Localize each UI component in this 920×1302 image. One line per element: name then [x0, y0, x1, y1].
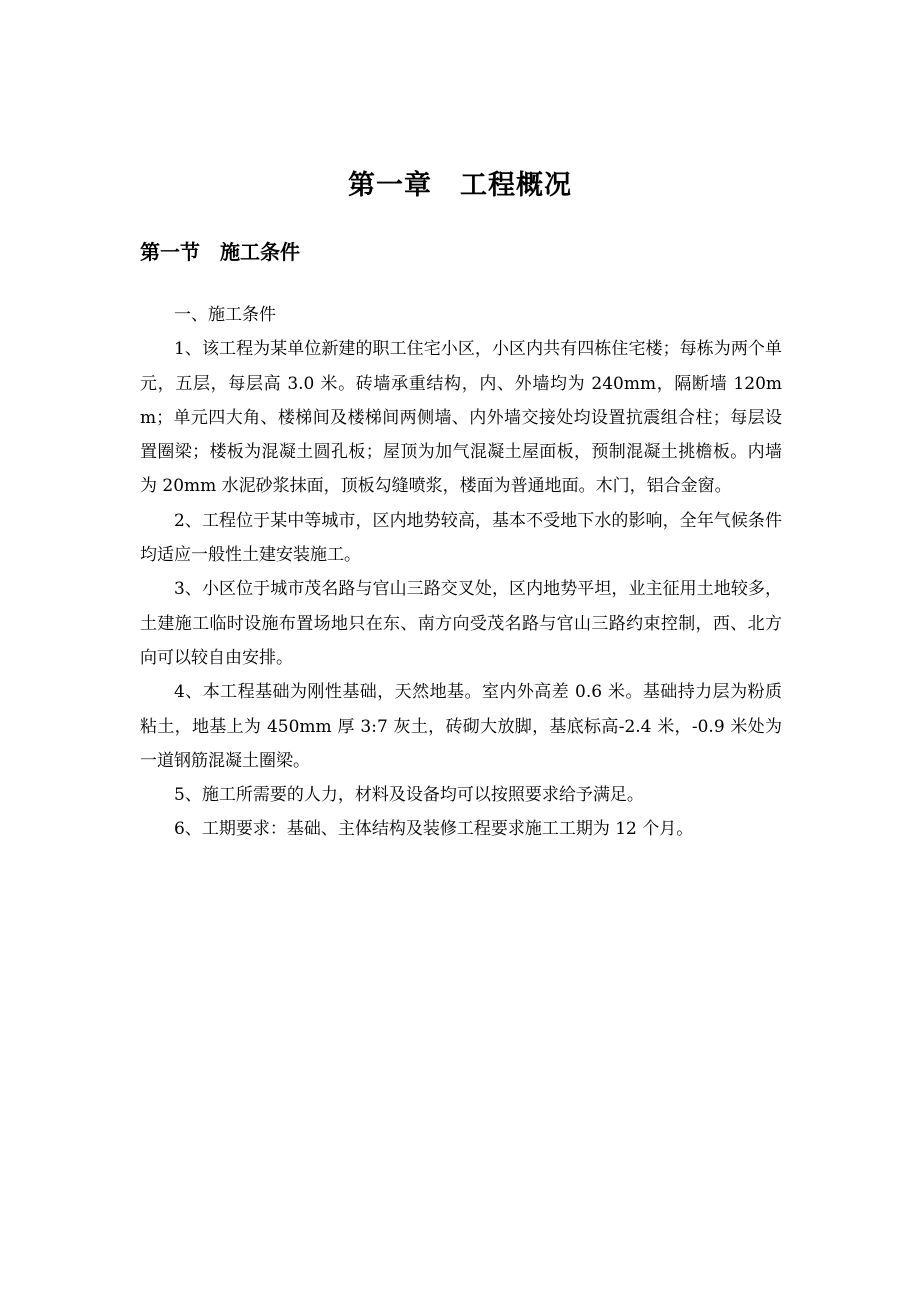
paragraph-5: 5、施工所需要的人力，材料及设备均可以按照要求给予满足。: [174, 785, 644, 806]
paragraph-4: 4、本工程基础为刚性基础，天然地基。室内外高差 0.6 米。基础持力层为粉质粘土，地基上为 450mm 厚 3:7 灰土，砖砌大放脚，基底标高-2.4 米，-0.9 米处为一道钢筋混凝土圈梁。: [140, 682, 782, 771]
subheading: 一、施工条件: [174, 305, 276, 325]
body-text: [140, 298, 782, 847]
paragraph-3: 3、小区位于城市茂名路与官山三路交叉处，区内地势平坦，业主征用土地较多，土建施工临时设施布置场地只在东、南方向受茂名路与官山三路约束控制，西、北方向可以较自由安排。: [140, 579, 782, 668]
paragraph-6: 6、工期要求：基础、主体结构及装修工程要求施工工期为 12 个月。: [174, 819, 694, 840]
paragraph-1: 1、该工程为某单位新建的职工住宅小区，小区内共有四栋住宅楼；每栋为两个单元，五层，每层高 3.0 米。砖墙承重结构，内、外墙均为 240mm，隔断墙 120mm；单元四大角、楼梯间及楼梯间两侧墙、内外墙交接处均设置抗震组合柱；每层设置圈梁；楼板为混凝土圆孔板；屋顶为加气混凝土屋面板，预制混凝土挑檐板。内墙为 20mm 水泥砂浆抹面，顶板勾缝喷浆，楼面为普通地面。木门，铝合金窗。: [140, 339, 782, 497]
chapter-title: 第一章 工程概况: [348, 170, 572, 201]
section-title: 第一节 施工条件: [140, 240, 300, 264]
paragraph-2: 2、工程位于某中等城市，区内地势较高，基本不受地下水的影响，全年气候条件均适应一般性土建安装施工。: [140, 510, 782, 566]
